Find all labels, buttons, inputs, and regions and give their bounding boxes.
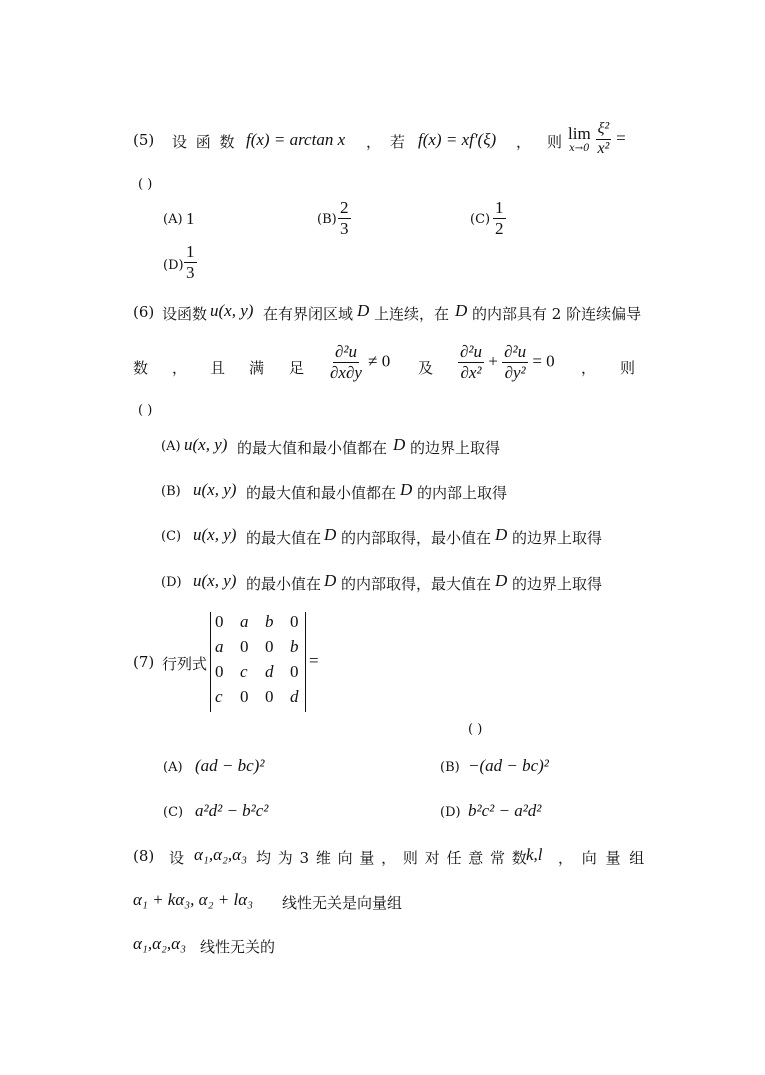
frac-num: 1	[186, 242, 195, 261]
lim-word: lim	[568, 124, 591, 144]
lim-sub: x→0	[569, 143, 590, 155]
q8-line3-text: 线性无关的	[200, 938, 276, 956]
q6-line2-comma2: ，	[581, 359, 597, 377]
q8-line1-b: 均 为 3 维 向 量 ， 则 对 任 意 常 数	[256, 849, 528, 867]
q5-option-b-frac	[338, 199, 351, 238]
q6-line1-b: 在有界闭区域	[263, 305, 354, 323]
q6-line1-d: 的内部具有 2 阶连续偏导	[472, 305, 642, 323]
q7-blank: ( )	[468, 722, 483, 737]
q6-option-b-label: (B)	[161, 484, 181, 499]
q7-option-b-expr: −(ad − bc)²	[468, 756, 549, 775]
q5-eq: =	[616, 128, 626, 148]
q8-line1-c: ， 向 量 组	[558, 849, 647, 867]
det-cell: c	[215, 687, 223, 706]
q5-frac-num: ξ²	[596, 121, 612, 140]
q6-line2-b: 且	[210, 359, 226, 377]
frac-den: ∂x∂y	[330, 362, 362, 382]
q6-line2-a: 数	[133, 359, 149, 377]
q7-option-d-label: (D)	[440, 805, 461, 820]
q6-line1-c: 上连续，在	[374, 305, 450, 323]
det-cell: d	[265, 662, 274, 681]
q7-option-c-label: (C)	[163, 805, 184, 820]
q6-option-d-t3: 的边界上取得	[512, 575, 603, 593]
frac-num: 2	[340, 198, 349, 217]
q7-eq: =	[309, 651, 319, 670]
q6-option-a-t2: 的边界上取得	[410, 439, 501, 457]
q5-option-b-label: (B)	[317, 212, 337, 227]
q5-function: f(x) = arctan x	[246, 130, 346, 149]
q5-ze: 则	[547, 133, 563, 151]
q5-option-d-frac	[184, 243, 197, 282]
q5-option-a-value: 1	[186, 209, 195, 228]
q5-number: (5)	[133, 131, 155, 149]
frac-num: ∂²u	[460, 342, 482, 361]
q5-blank: ( )	[138, 177, 153, 192]
q5-limit	[568, 121, 626, 158]
q5-ruo: 若	[390, 133, 406, 151]
q5-option-c-frac	[493, 199, 506, 238]
frac-den: 2	[495, 218, 504, 238]
det-cell: b	[290, 637, 299, 656]
q8-line2-expr: α₁ + kα₃, α₂ + lα₃	[133, 890, 254, 909]
q6-option-a-t1: 的最大值和最小值都在	[237, 439, 388, 457]
frac-den: ∂y²	[504, 362, 526, 382]
frac-num: ∂²u	[334, 342, 357, 361]
q8-kl: k,l	[526, 845, 543, 864]
q7-option-c-expr: a²d² − b²c²	[195, 801, 269, 820]
q5-option-d-label: (D)	[163, 258, 184, 273]
q6-formula1	[328, 343, 390, 382]
q8-number: (8)	[133, 847, 155, 865]
q6-D: D	[357, 301, 370, 320]
q7-option-a-label: (A)	[163, 760, 183, 775]
q6-option-c-t3: 的边界上取得	[512, 529, 603, 547]
q6-option-d-D2: D	[495, 571, 508, 590]
frac-num: ∂²u	[504, 342, 527, 361]
q5-comma: ，	[366, 133, 382, 151]
q6-option-d-label: (D)	[161, 575, 182, 590]
q6-u: u(x, y)	[210, 301, 254, 320]
q6-option-b-u: u(x, y)	[193, 480, 237, 499]
q8-vectors: α₁,α₂,α₃	[194, 845, 248, 864]
q6-option-b-t1: 的最大值和最小值都在	[246, 484, 397, 502]
q5-condition: f(x) = xf′(ξ)	[418, 130, 497, 149]
det-cell: 0	[240, 637, 249, 656]
q7-option-b-label: (B)	[440, 760, 460, 775]
q6-option-c-D1: D	[324, 525, 337, 544]
q6-option-a-u: u(x, y)	[184, 435, 228, 454]
determinant	[210, 612, 306, 712]
det-cell: 0	[240, 687, 249, 706]
q6-line1-a: 设函数	[162, 305, 208, 323]
det-cell: c	[240, 662, 248, 681]
det-cell: a	[215, 637, 224, 656]
det-cell: 0	[215, 662, 224, 681]
q6-D2: D	[455, 301, 468, 320]
frac-den: 3	[340, 218, 349, 238]
q8-line1-a: 设	[169, 849, 185, 867]
det-cell: d	[290, 687, 299, 706]
q6-option-d-u: u(x, y)	[193, 571, 237, 590]
q7-option-d-expr: b²c² − a²d²	[468, 801, 542, 820]
q8-line3-expr: α₁,α₂,α₃	[133, 934, 187, 953]
q6-option-c-t2: 的内部取得，最小值在	[341, 529, 492, 547]
q6-option-c-u: u(x, y)	[193, 525, 237, 544]
q7-label: 行列式	[162, 655, 208, 673]
det-cell: 0	[290, 612, 299, 631]
det-cell: b	[265, 612, 274, 631]
plus: +	[488, 351, 498, 371]
det-cell: a	[240, 612, 249, 631]
q5-option-a-label: (A)	[163, 212, 183, 227]
q6-option-b-D: D	[400, 480, 413, 499]
q6-ji: 及	[418, 359, 434, 377]
q6-option-c-D2: D	[495, 525, 508, 544]
q6-line2-d: 足	[289, 359, 305, 377]
q5-frac-den: x²	[597, 139, 610, 157]
neq-zero: ≠ 0	[368, 351, 391, 371]
q6-line2-c: 满	[249, 359, 265, 377]
q5-comma2: ，	[516, 133, 532, 151]
q7-number: (7)	[133, 653, 155, 671]
q6-option-a-D: D	[393, 435, 406, 454]
q6-number: (6)	[133, 303, 155, 321]
frac-num: 1	[495, 198, 504, 217]
frac-den: ∂x²	[460, 362, 482, 382]
q6-option-b-t2: 的内部上取得	[417, 484, 508, 502]
q6-option-c-t1: 的最大值在	[246, 529, 322, 547]
q6-line2-comma: ，	[172, 359, 188, 377]
q6-option-a-label: (A)	[161, 439, 181, 454]
det-cell: 0	[215, 612, 224, 631]
det-cell: 0	[265, 637, 274, 656]
q6-formula2	[458, 343, 555, 382]
eq-zero: = 0	[532, 351, 555, 371]
q5-option-c-label: (C)	[470, 212, 491, 227]
q6-blank: ( )	[138, 403, 153, 418]
q5-prefix: 设 函 数	[172, 133, 237, 151]
q7-option-a-expr: (ad − bc)²	[195, 756, 265, 775]
q6-option-d-D1: D	[324, 571, 337, 590]
q6-option-d-t1: 的最小值在	[246, 575, 322, 593]
q6-option-d-t2: 的内部取得，最大值在	[341, 575, 492, 593]
q6-ze: 则	[620, 359, 636, 377]
q6-option-c-label: (C)	[161, 529, 182, 544]
det-cell: 0	[265, 687, 274, 706]
q8-line2-text: 线性无关是向量组	[282, 894, 403, 912]
det-cell: 0	[290, 662, 299, 681]
frac-den: 3	[186, 262, 195, 282]
